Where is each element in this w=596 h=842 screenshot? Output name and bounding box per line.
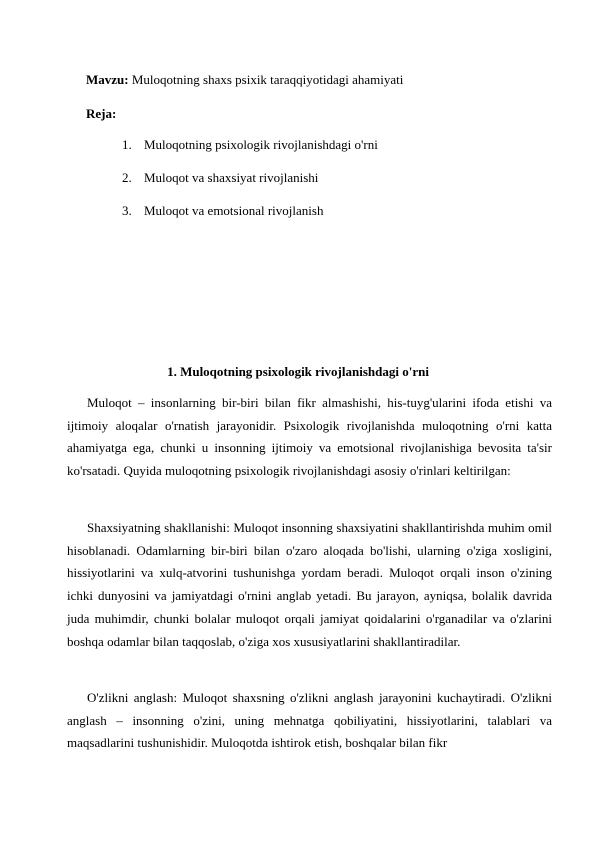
plan-item [122, 203, 323, 219]
plan-item [122, 137, 378, 153]
paragraph: Shaxsiyatning shakllanishi: Muloqot insonning shaxsiyatini shakllantirishda muhim omil hisoblanadi. Odamlarning bir-biri bilan o'zaro aloqada bo'lishi, ularning o'ziga xosligini, hissiyotlarini va xulq-atvorini tushunishga yordam beradi. Muloqot orqali inson o'zining ichki dunyosini va jamiyatdagi o'rnini anglab yetadi. Bu jarayon, ayniqsa, bolalik davrida juda muhimdir, chunki bolalar muloqot orqali jamiyat qoidalarini o'rganadilar va o'zlarini boshqa odamlar bilan taqqoslab, o'ziga xos xususiyatlarini shakllantiradilar. [67, 520, 552, 649]
topic-label: Mavzu: [86, 72, 129, 87]
paragraph: Muloqot – insonlarning bir-biri bilan fikr almashishi, his-tuyg'ularini ifoda etishi va ijtimoiy aloqalar o'rnatish jarayonidir. Psixologik rivojlanishda muloqotning o'rni katta ahamiyatga ega, chunki u insonning ijtimoiy va emotsional rivojlanishiga bevosita ta'sir ko'rsatadi. Quyida muloqotning psixologik rivojlanishdagi asosiy o'rinlari keltirilgan: [67, 395, 552, 479]
plan-item-number: 3. [122, 203, 132, 218]
topic-line [86, 72, 403, 88]
section-heading: 1. Muloqotning psixologik rivojlanishdagi o'rni [167, 364, 429, 379]
plan-item [122, 170, 318, 186]
plan-item-text: Muloqotning psixologik rivojlanishdagi o'rni [144, 137, 378, 152]
paragraph: O'zlikni anglash: Muloqot shaxsning o'zlikni anglash jarayonini kuchaytiradi. O'zlikni anglash – insonning o'zini, uning mehnatga qobiliyatini, hissiyotlarini, talablari va maqsadlarini tushunishidir. Muloqotda ishtirok etish, boshqalar bilan fikr [67, 690, 552, 751]
plan-item-text: Muloqot va emotsional rivojlanish [144, 203, 324, 218]
topic-text: Muloqotning shaxs psixik taraqqiyotidagi ahamiyati [131, 72, 404, 87]
plan-label: Reja: [86, 106, 117, 121]
plan-item-number: 2. [122, 170, 132, 185]
plan-item-text: Muloqot va shaxsiyat rivojlanishi [144, 170, 319, 185]
plan-item-number: 1. [122, 137, 132, 152]
